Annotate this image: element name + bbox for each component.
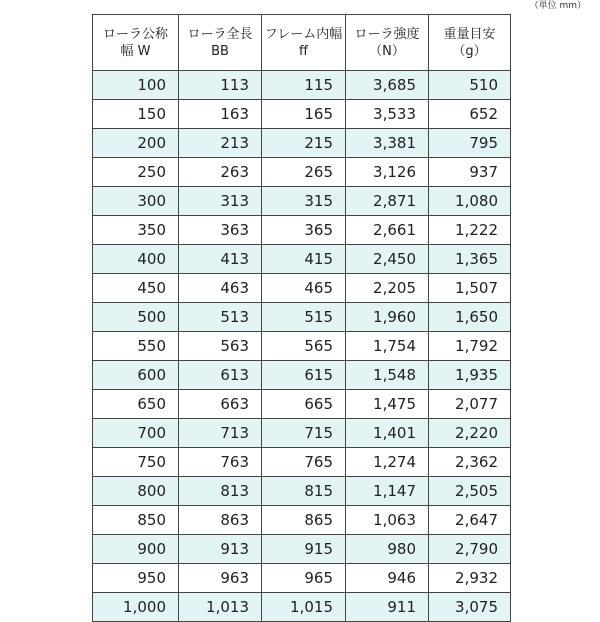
- cell-total-length: 513: [179, 303, 262, 332]
- cell-frame-inner-width: 565: [262, 332, 346, 361]
- cell-weight-estimate: 1,507: [429, 274, 511, 303]
- cell-frame-inner-width: 965: [262, 564, 346, 593]
- cell-roller-strength: 2,450: [346, 245, 429, 274]
- header-roller-strength-line2: （N）: [369, 43, 405, 59]
- table-row: [93, 332, 511, 361]
- cell-roller-strength: 1,401: [346, 419, 429, 448]
- cell-roller-strength: 1,063: [346, 506, 429, 535]
- cell-weight-estimate: 652: [429, 100, 511, 129]
- cell-roller-strength: 3,533: [346, 100, 429, 129]
- cell-nominal-width: 250: [93, 158, 179, 187]
- cell-total-length: 213: [179, 129, 262, 158]
- cell-frame-inner-width: 465: [262, 274, 346, 303]
- cell-frame-inner-width: 215: [262, 129, 346, 158]
- header-weight-estimate: [429, 15, 511, 71]
- cell-frame-inner-width: 165: [262, 100, 346, 129]
- cell-total-length: 463: [179, 274, 262, 303]
- header-total-length-line1: ローラ全長: [187, 26, 253, 42]
- table-row: [93, 187, 511, 216]
- cell-frame-inner-width: 265: [262, 158, 346, 187]
- cell-nominal-width: 750: [93, 448, 179, 477]
- header-frame-inner-width-line1: フレーム内幅: [264, 26, 343, 42]
- table-row: [93, 419, 511, 448]
- table-row: [93, 274, 511, 303]
- cell-weight-estimate: 510: [429, 71, 511, 100]
- cell-weight-estimate: 1,650: [429, 303, 511, 332]
- cell-weight-estimate: 2,505: [429, 477, 511, 506]
- cell-weight-estimate: 1,365: [429, 245, 511, 274]
- cell-frame-inner-width: 715: [262, 419, 346, 448]
- table-row: [93, 564, 511, 593]
- cell-frame-inner-width: 615: [262, 361, 346, 390]
- cell-roller-strength: 1,274: [346, 448, 429, 477]
- header-nominal-width-line1: ローラ公称: [102, 26, 168, 42]
- cell-nominal-width: 650: [93, 390, 179, 419]
- cell-frame-inner-width: 315: [262, 187, 346, 216]
- table-row: [93, 71, 511, 100]
- header-roller-strength: [346, 15, 429, 71]
- cell-weight-estimate: 1,792: [429, 332, 511, 361]
- cell-weight-estimate: 2,362: [429, 448, 511, 477]
- cell-total-length: 813: [179, 477, 262, 506]
- cell-weight-estimate: 2,647: [429, 506, 511, 535]
- cell-roller-strength: 2,871: [346, 187, 429, 216]
- cell-frame-inner-width: 415: [262, 245, 346, 274]
- table-row: [93, 216, 511, 245]
- cell-frame-inner-width: 115: [262, 71, 346, 100]
- cell-nominal-width: 600: [93, 361, 179, 390]
- cell-total-length: 613: [179, 361, 262, 390]
- table-row: [93, 593, 511, 622]
- header-total-length-line2: BB: [211, 43, 229, 59]
- cell-roller-strength: 980: [346, 535, 429, 564]
- table-row: [93, 390, 511, 419]
- cell-frame-inner-width: 515: [262, 303, 346, 332]
- cell-total-length: 863: [179, 506, 262, 535]
- cell-total-length: 763: [179, 448, 262, 477]
- cell-total-length: 563: [179, 332, 262, 361]
- cell-weight-estimate: 2,790: [429, 535, 511, 564]
- cell-nominal-width: 300: [93, 187, 179, 216]
- header-frame-inner-width-line2: ff: [299, 43, 308, 59]
- table-row: [93, 361, 511, 390]
- table-row: [93, 245, 511, 274]
- cell-nominal-width: 450: [93, 274, 179, 303]
- cell-total-length: 113: [179, 71, 262, 100]
- cell-weight-estimate: 2,077: [429, 390, 511, 419]
- cell-nominal-width: 550: [93, 332, 179, 361]
- cell-frame-inner-width: 815: [262, 477, 346, 506]
- cell-total-length: 163: [179, 100, 262, 129]
- cell-nominal-width: 150: [93, 100, 179, 129]
- cell-nominal-width: 800: [93, 477, 179, 506]
- cell-weight-estimate: 2,220: [429, 419, 511, 448]
- header-nominal-width: [93, 15, 179, 71]
- cell-roller-strength: 3,126: [346, 158, 429, 187]
- cell-roller-strength: 2,205: [346, 274, 429, 303]
- header-roller-strength-line1: ローラ強度: [354, 26, 420, 42]
- header-nominal-width-line2: 幅 W: [120, 43, 151, 59]
- header-row: [93, 15, 511, 71]
- table-row: [93, 100, 511, 129]
- header-weight-estimate-line1: 重量目安: [443, 26, 496, 42]
- cell-weight-estimate: 1,222: [429, 216, 511, 245]
- cell-weight-estimate: 1,935: [429, 361, 511, 390]
- cell-roller-strength: 1,754: [346, 332, 429, 361]
- cell-total-length: 363: [179, 216, 262, 245]
- cell-roller-strength: 3,381: [346, 129, 429, 158]
- cell-nominal-width: 1,000: [93, 593, 179, 622]
- cell-nominal-width: 100: [93, 71, 179, 100]
- cell-roller-strength: 1,960: [346, 303, 429, 332]
- cell-roller-strength: 2,661: [346, 216, 429, 245]
- cell-roller-strength: 1,475: [346, 390, 429, 419]
- cell-total-length: 413: [179, 245, 262, 274]
- cell-roller-strength: 946: [346, 564, 429, 593]
- table-row: [93, 448, 511, 477]
- cell-total-length: 663: [179, 390, 262, 419]
- cell-total-length: 713: [179, 419, 262, 448]
- cell-frame-inner-width: 665: [262, 390, 346, 419]
- cell-frame-inner-width: 1,015: [262, 593, 346, 622]
- cell-weight-estimate: 3,075: [429, 593, 511, 622]
- cell-nominal-width: 900: [93, 535, 179, 564]
- cell-nominal-width: 350: [93, 216, 179, 245]
- table-row: [93, 477, 511, 506]
- cell-roller-strength: 3,685: [346, 71, 429, 100]
- table-row: [93, 506, 511, 535]
- cell-total-length: 913: [179, 535, 262, 564]
- cell-frame-inner-width: 765: [262, 448, 346, 477]
- cell-nominal-width: 950: [93, 564, 179, 593]
- cell-frame-inner-width: 365: [262, 216, 346, 245]
- cell-nominal-width: 500: [93, 303, 179, 332]
- cell-total-length: 263: [179, 158, 262, 187]
- cell-nominal-width: 400: [93, 245, 179, 274]
- unit-note: （単位 mm）: [529, 1, 586, 11]
- roller-spec-table: [92, 14, 511, 622]
- cell-nominal-width: 200: [93, 129, 179, 158]
- cell-roller-strength: 911: [346, 593, 429, 622]
- cell-weight-estimate: 1,080: [429, 187, 511, 216]
- cell-nominal-width: 700: [93, 419, 179, 448]
- table-row: [93, 303, 511, 332]
- cell-frame-inner-width: 915: [262, 535, 346, 564]
- cell-weight-estimate: 2,932: [429, 564, 511, 593]
- cell-weight-estimate: 795: [429, 129, 511, 158]
- table-row: [93, 129, 511, 158]
- header-weight-estimate-line2: （g）: [452, 43, 487, 59]
- header-total-length: [179, 15, 262, 71]
- cell-roller-strength: 1,147: [346, 477, 429, 506]
- header-frame-inner-width: [262, 15, 346, 71]
- cell-total-length: 963: [179, 564, 262, 593]
- table-row: [93, 535, 511, 564]
- cell-total-length: 1,013: [179, 593, 262, 622]
- table-row: [93, 158, 511, 187]
- cell-roller-strength: 1,548: [346, 361, 429, 390]
- cell-frame-inner-width: 865: [262, 506, 346, 535]
- cell-nominal-width: 850: [93, 506, 179, 535]
- cell-weight-estimate: 937: [429, 158, 511, 187]
- table-body: [93, 71, 511, 622]
- cell-total-length: 313: [179, 187, 262, 216]
